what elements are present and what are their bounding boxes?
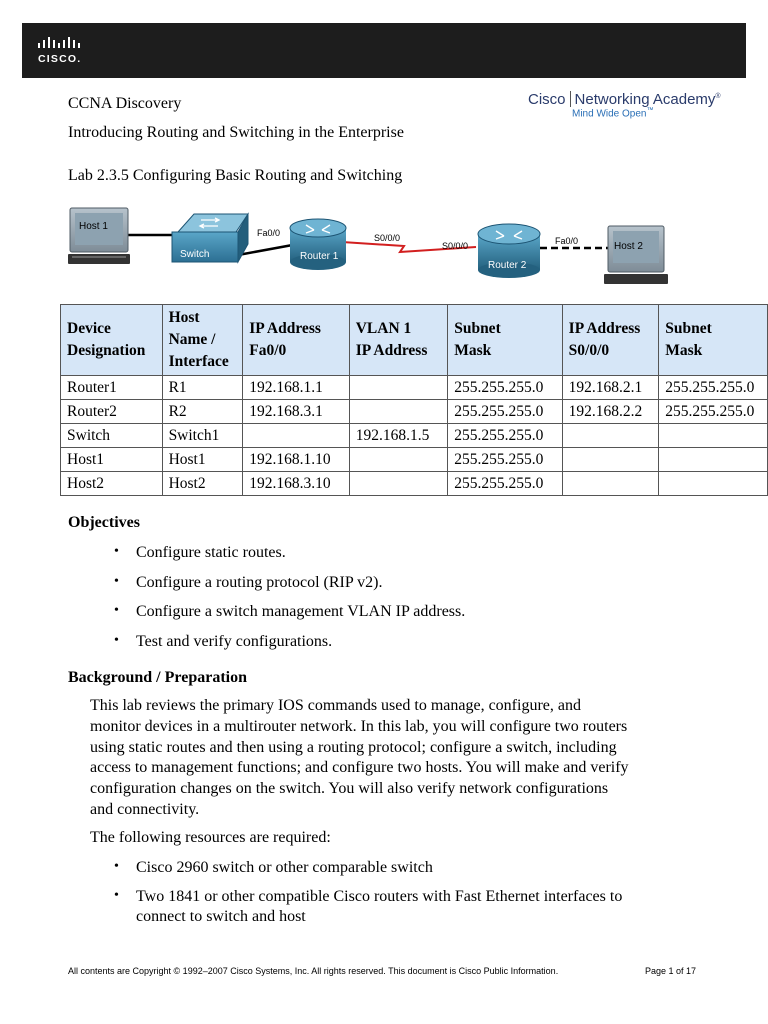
background-heading: Background / Preparation	[68, 669, 247, 686]
networking-academy-logo: Cisco Networking Academy® Mind Wide Open™	[528, 91, 721, 120]
table-row: Router1 R1 192.168.1.1 255.255.255.0 192.168.2.1 255.255.255.0	[61, 376, 768, 400]
list-item: • Test and verify configurations.	[68, 633, 465, 663]
list-item: • Configure a switch management VLAN IP address.	[68, 603, 465, 633]
header-ip-fa00: IP Address Fa0/0	[243, 305, 349, 376]
course-name: CCNA Discovery	[68, 95, 182, 112]
academy-cisco: Cisco	[528, 91, 566, 108]
addressing-table	[60, 304, 768, 496]
iface-r2-fa00: Fa0/0	[555, 236, 579, 246]
cisco-wordmark: CISCO.	[38, 53, 82, 65]
iface-r1-s000: S0/0/0	[374, 233, 401, 243]
router1-label: Router 1	[300, 251, 339, 262]
background-paragraph: This lab reviews the primary IOS commands used to manage, configure, and monitor devices in a multirouter network. In this lab, you will configure two routers using static routes and then using a routing protocol; configure a switch, including access to management functions; and configure two hosts. You will make and verify configuration changes on the switch. You will also verify network configurations and connectivity.	[90, 697, 629, 818]
router2-icon	[478, 224, 540, 278]
switch-label: Switch	[180, 249, 210, 260]
list-item: • Cisco 2960 switch or other comparable switch	[68, 859, 622, 888]
router1-icon	[290, 219, 346, 270]
objectives-list	[68, 544, 465, 662]
table-header-row	[61, 305, 768, 376]
table-row: Switch Switch1 192.168.1.5 255.255.255.0	[61, 424, 768, 448]
host2-label: Host 2	[614, 241, 643, 252]
objectives-heading: Objectives	[68, 514, 140, 531]
table-row: Host1 Host1 192.168.1.10 255.255.255.0	[61, 448, 768, 472]
footer-copyright: All contents are Copyright © 1992–2007 Cisco Systems, Inc. All rights reserved. This document is Cisco Public Information.	[68, 966, 559, 976]
cisco-bars-icon	[37, 37, 89, 51]
header-subnet-mask-2: Subnet Mask	[659, 305, 768, 376]
cisco-banner	[22, 23, 746, 78]
header-ip-s000: IP Address S0/0/0	[562, 305, 659, 376]
list-item: • Configure static routes.	[68, 544, 465, 574]
host2-computer-icon	[604, 226, 668, 284]
list-item: • Two 1841 or other compatible Cisco routers with Fast Ethernet interfaces to	[68, 888, 622, 908]
cisco-logo	[37, 37, 89, 67]
header-subnet-mask: Subnet Mask	[448, 305, 562, 376]
header-host-name-interface: Host Name / Interface	[162, 305, 243, 376]
switch-icon	[172, 214, 248, 262]
lab-title: Lab 2.3.5 Configuring Basic Routing and Switching	[68, 167, 403, 184]
table-row: Host2 Host2 192.168.3.10 255.255.255.0	[61, 472, 768, 496]
resource-continuation: connect to switch and host	[136, 908, 306, 925]
table-row: Router2 R2 192.168.3.1 255.255.255.0 192.168.2.2 255.255.255.0	[61, 400, 768, 424]
iface-r2-s000: S0/0/0	[442, 241, 469, 251]
academy-name: Networking Academy	[574, 91, 716, 108]
academy-tagline: Mind Wide Open	[572, 108, 647, 120]
host1-label: Host 1	[79, 221, 108, 232]
course-subtitle: Introducing Routing and Switching in the Enterprise	[68, 124, 404, 141]
resources-intro: The following resources are required:	[90, 829, 331, 846]
header-device-designation: Device Designation	[61, 305, 163, 376]
router2-label: Router 2	[488, 260, 527, 271]
iface-r1-fa00: Fa0/0	[257, 228, 281, 238]
network-topology-diagram	[66, 200, 686, 288]
list-item: • Configure a routing protocol (RIP v2).	[68, 574, 465, 604]
header-vlan1-ip: VLAN 1 IP Address	[349, 305, 447, 376]
resources-list	[68, 859, 622, 908]
host1-computer-icon	[68, 208, 130, 264]
footer-page-number: Page 1 of 17	[645, 966, 697, 976]
